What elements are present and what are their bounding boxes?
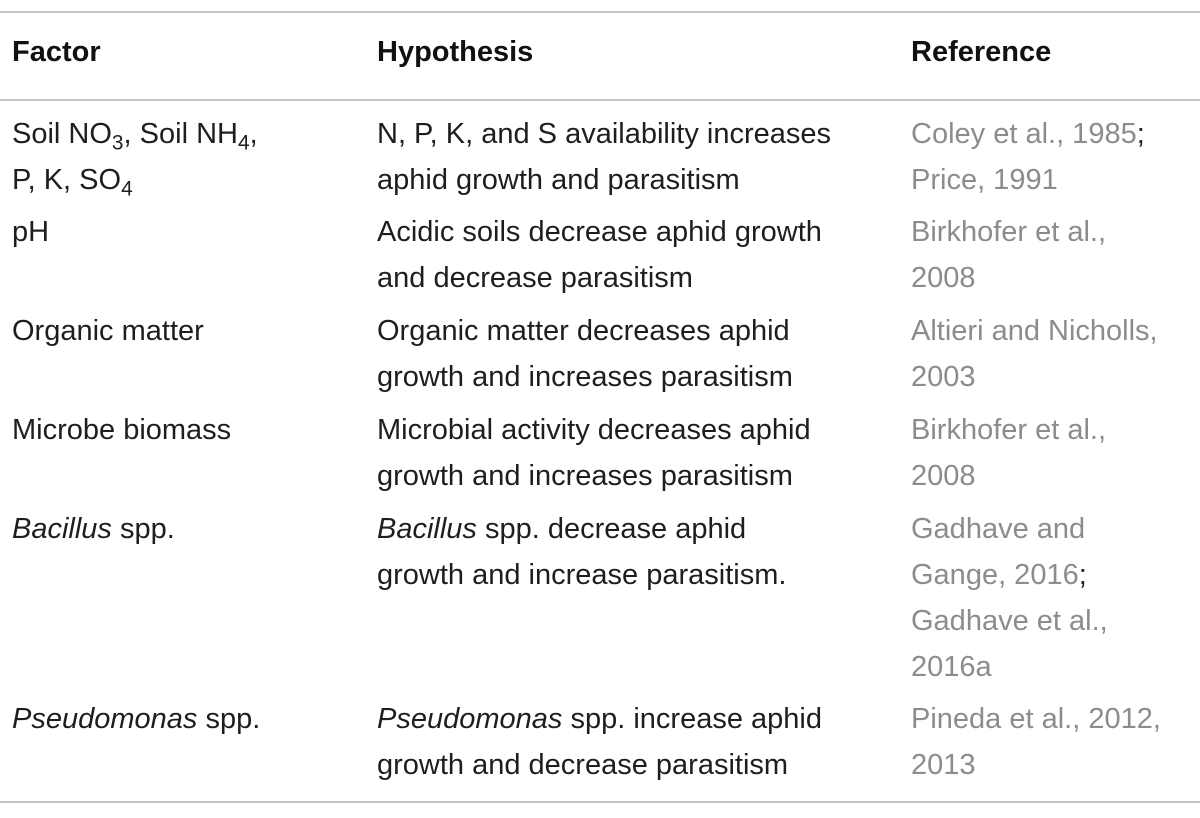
header-hypothesis: Hypothesis bbox=[377, 36, 534, 68]
hypothesis-genus: Pseudomonas bbox=[377, 703, 563, 735]
table-top-rule bbox=[0, 11, 1200, 13]
header-divider-rule bbox=[0, 99, 1200, 101]
header-factor: Factor bbox=[12, 36, 101, 68]
factor-cell bbox=[12, 209, 49, 255]
hypothesis-text: spp. decrease aphid bbox=[476, 513, 747, 545]
factor-text: , bbox=[249, 118, 258, 150]
hypothesis-text: N, P, K, and S availability increases bbox=[377, 118, 832, 150]
reference-link[interactable]: 2003 bbox=[911, 361, 976, 393]
hypothesis-text: growth and increases parasitism bbox=[377, 361, 793, 393]
hypothesis-cell bbox=[377, 696, 822, 788]
hypothesis-cell bbox=[377, 111, 831, 203]
subscript: 4 bbox=[121, 177, 133, 201]
reference-separator: ; bbox=[1136, 118, 1145, 150]
factor-genus: Pseudomonas bbox=[12, 703, 198, 735]
factor-cell bbox=[12, 308, 204, 354]
reference-link[interactable]: Gadhave and bbox=[911, 513, 1086, 545]
reference-link[interactable]: Altieri and Nicholls, bbox=[911, 315, 1158, 347]
hypothesis-text: and decrease parasitism bbox=[377, 262, 693, 294]
reference-link[interactable]: Gadhave et al., bbox=[911, 605, 1108, 637]
reference-link[interactable]: Gange, 2016 bbox=[911, 559, 1079, 591]
factor-text: spp. bbox=[197, 703, 261, 735]
reference-link[interactable]: Price, 1991 bbox=[911, 164, 1058, 196]
factor-text: P, K, SO bbox=[12, 164, 122, 196]
reference-link[interactable]: Coley et al., 1985 bbox=[911, 118, 1137, 150]
factor-cell bbox=[12, 111, 258, 203]
hypothesis-cell bbox=[377, 209, 822, 301]
table-bottom-rule bbox=[0, 801, 1200, 803]
hypothesis-text: aphid growth and parasitism bbox=[377, 164, 740, 196]
hypothesis-genus: Bacillus bbox=[377, 513, 477, 545]
hypothesis-cell bbox=[377, 407, 811, 499]
subscript: 3 bbox=[111, 131, 124, 155]
factor-cell bbox=[12, 506, 175, 552]
reference-separator: ; bbox=[1078, 559, 1087, 591]
hypothesis-text: growth and increase parasitism. bbox=[377, 559, 787, 591]
reference-cell bbox=[911, 308, 1158, 400]
factor-text: Organic matter bbox=[12, 315, 204, 347]
reference-link[interactable]: 2016a bbox=[911, 651, 992, 683]
reference-link[interactable]: Birkhofer et al., bbox=[911, 216, 1107, 248]
reference-link[interactable]: 2008 bbox=[911, 460, 976, 492]
reference-cell bbox=[911, 111, 1145, 203]
reference-link[interactable]: 2013 bbox=[911, 749, 976, 781]
reference-link[interactable]: 2008 bbox=[911, 262, 976, 294]
factor-genus: Bacillus bbox=[12, 513, 112, 545]
factor-text: Microbe biomass bbox=[12, 414, 232, 446]
header-reference: Reference bbox=[911, 36, 1052, 68]
factor-text: spp. bbox=[111, 513, 175, 545]
reference-link[interactable]: Pineda et al., 2012, bbox=[911, 703, 1161, 735]
hypothesis-text: Acidic soils decrease aphid growth bbox=[377, 216, 822, 248]
reference-cell bbox=[911, 407, 1106, 499]
hypothesis-cell bbox=[377, 506, 786, 598]
hypothesis-text: spp. increase aphid bbox=[562, 703, 822, 735]
factor-cell bbox=[12, 407, 231, 453]
reference-cell bbox=[911, 506, 1108, 690]
hypothesis-text: Microbial activity decreases aphid bbox=[377, 414, 811, 446]
factor-text: , Soil NH bbox=[123, 118, 238, 150]
hypothesis-text: growth and decrease parasitism bbox=[377, 749, 789, 781]
factor-text: Soil NO bbox=[12, 118, 112, 150]
reference-link[interactable]: Birkhofer et al., bbox=[911, 414, 1107, 446]
hypothesis-text: growth and increases parasitism bbox=[377, 460, 793, 492]
factor-cell bbox=[12, 696, 260, 742]
hypothesis-text: Organic matter decreases aphid bbox=[377, 315, 790, 347]
subscript: 4 bbox=[237, 131, 250, 155]
reference-cell bbox=[911, 209, 1106, 301]
reference-cell bbox=[911, 696, 1161, 788]
hypothesis-cell bbox=[377, 308, 793, 400]
factor-text: pH bbox=[12, 216, 50, 248]
